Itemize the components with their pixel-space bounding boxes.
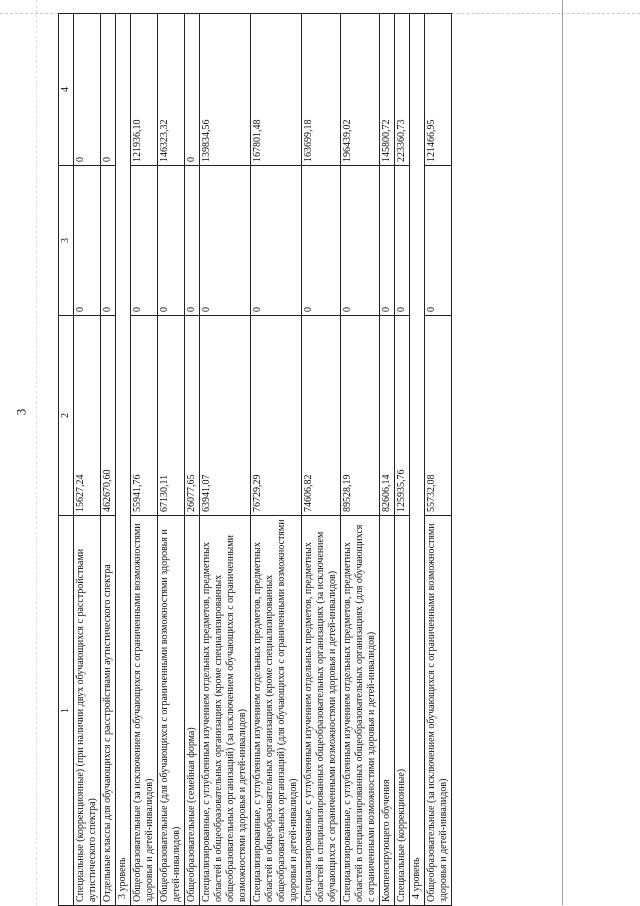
table-row [158,14,185,906]
row-name-cell: Общеобразовательные (семейная форма) [185,516,200,906]
value-cell: 196439,02 [341,14,380,166]
table-row [131,14,158,906]
table-row [251,14,302,906]
value-cell: 0 [74,166,101,316]
level-row [410,14,425,906]
value-cell: 145800,72 [380,14,395,166]
value-cell: 0 [74,14,101,166]
value-cell: 0 [251,166,302,316]
value-cell: 0 [425,166,452,316]
row-name-cell: Компенсирующего обучения [380,516,395,906]
value-cell: 0 [380,166,395,316]
value-cell: 55941,76 [131,316,158,516]
row-name-cell: Специализированные, с углубленным изучением отдельных предметов, предметных областей в общеобразовательных организациях (кроме специализированных общеобразовательных организаций) (для обучающихся с ограниченными возможностями здоровья и детей-инвалидов) [251,516,302,906]
row-name-cell: Специализированные, с углубленным изучением отдельных предметов, предметных областей в общеобразовательных организациях (кроме специализированных общеобразовательных организаций) (за исключением обучающихся с ограниченными возможностями здоровья и детей-инвалидов) [200,516,251,906]
table-row [380,14,395,906]
level-label: 4 уровень [410,14,425,906]
value-cell: 74606,82 [302,316,341,516]
level-label: 3 уровень [116,14,131,906]
value-cell: 121936,10 [131,14,158,166]
cost-table-body [59,14,452,906]
page-number: 3 [13,408,29,416]
table-row [302,14,341,906]
row-name-cell: Специальные (коррекционные) (при наличии двух обучающихся с расстройствами аутистического спектра) [74,516,101,906]
value-cell: 0 [101,14,116,166]
scan-border-left [36,0,37,905]
row-name-cell: Общеобразовательные (для обучающихся с ограниченными возможностями здоровья и детей-инвалидов) [158,516,185,906]
header-cell: 1 [59,516,74,906]
header-cell: 2 [59,316,74,516]
row-name-cell: Общеобразовательные (за исключением обучающихся с ограниченными возможностями здоровья и детей-инвалидов) [425,516,452,906]
value-cell: 0 [302,166,341,316]
table-row [425,14,452,906]
value-cell: 0 [131,166,158,316]
table-header-row [59,14,74,906]
rotated-page-area [58,14,586,906]
header-cell: 3 [59,166,74,316]
table-row [185,14,200,906]
value-cell: 0 [185,166,200,316]
cost-table [58,13,452,906]
value-cell: 0 [101,166,116,316]
row-name-cell: Специализированные, с углубленным изучением отдельных предметов, предметных областей в специализированных общеобразовательных организациях (за исключением обучающихся с ограниченными возможностями здоровья и детей-инвалидов) [302,516,341,906]
row-name-cell: Отдельные классы для обучающихся с расстройствами аутистического спектра [101,516,116,906]
value-cell: 76729,29 [251,316,302,516]
row-name-cell: Специальные (коррекционные) [395,516,410,906]
table-row [341,14,380,906]
level-row [116,14,131,906]
value-cell: 0 [200,166,251,316]
value-cell: 26077,65 [185,316,200,516]
value-cell: 462670,60 [101,316,116,516]
rotated-table-container [58,14,586,906]
table-row [200,14,251,906]
value-cell: 167801,48 [251,14,302,166]
table-row [74,14,101,906]
value-cell: 125935,76 [395,316,410,516]
value-cell: 139834,56 [200,14,251,166]
value-cell: 67130,11 [158,316,185,516]
header-cell: 4 [59,14,74,166]
value-cell: 63941,07 [200,316,251,516]
value-cell: 82606,14 [380,316,395,516]
value-cell: 55732,08 [425,316,452,516]
table-row [101,14,116,906]
value-cell: 223360,73 [395,14,410,166]
value-cell: 121466,95 [425,14,452,166]
value-cell: 146323,32 [158,14,185,166]
value-cell: 0 [341,166,380,316]
table-row [395,14,410,906]
row-name-cell: Общеобразовательные (за исключением обучающихся с ограниченными возможностями здоровья и детей-инвалидов) [131,516,158,906]
value-cell: 15627,24 [74,316,101,516]
value-cell: 163699,18 [302,14,341,166]
value-cell: 0 [185,14,200,166]
value-cell: 0 [395,166,410,316]
value-cell: 0 [158,166,185,316]
value-cell: 89528,19 [341,316,380,516]
row-name-cell: Специализированные, с углубленным изучением отдельных предметов, предметных областей в специализированных общеобразовательных организациях (для обучающихся с ограниченными возможностями здоровья и детей-инвалидов) [341,516,380,906]
